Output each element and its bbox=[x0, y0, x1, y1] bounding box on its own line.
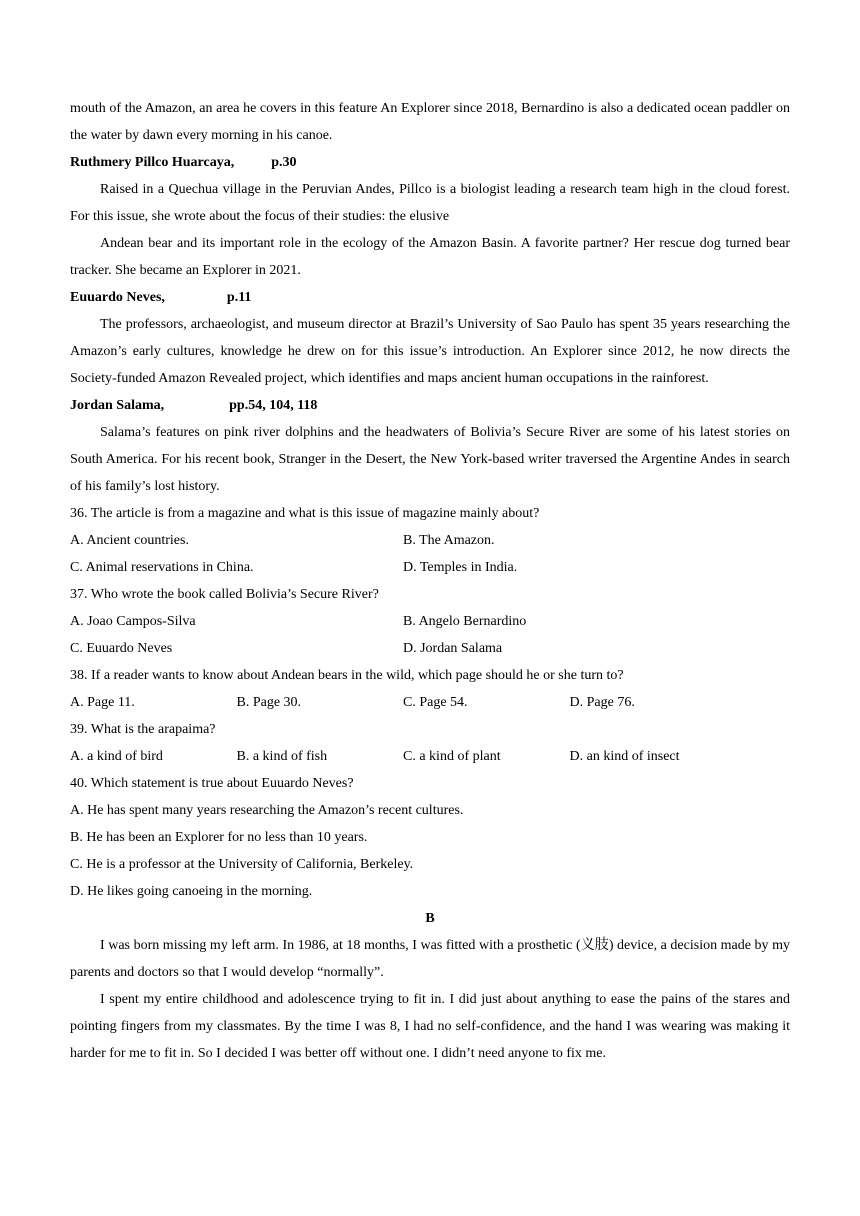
option-b[interactable]: B. Angelo Bernardino bbox=[403, 614, 527, 629]
option-d[interactable]: D. Page 76. bbox=[569, 695, 635, 710]
option-row bbox=[70, 635, 790, 662]
option-row bbox=[70, 689, 790, 716]
passage-paragraph: I spent my entire childhood and adolescence trying to fit in. I did just about anything to ease the pains of the stares and pointing fingers from my classmates. By the time I was 8, I had no self-confidence, and the hand I was wearing was making it harder for me to fit in. So I decided I was better off without one. I didn’t need anyone to fix me. bbox=[70, 992, 790, 1061]
contributor-name: Euuardo Neves, bbox=[70, 290, 165, 305]
contributor-name: Ruthmery Pillco Huarcaya, bbox=[70, 155, 235, 170]
option-d[interactable]: D. Temples in India. bbox=[403, 560, 518, 575]
question-stem: 37. Who wrote the book called Bolivia’s Secure River? bbox=[70, 587, 379, 602]
contributor-paragraph: Raised in a Quechua village in the Peruvian Andes, Pillco is a biologist leading a research team high in the cloud forest. For this issue, she wrote about the focus of their studies: the elusive bbox=[70, 182, 790, 224]
option-d[interactable]: D. Jordan Salama bbox=[403, 641, 503, 656]
option-c[interactable]: C. Euuardo Neves bbox=[70, 641, 173, 656]
option-b[interactable]: B. Page 30. bbox=[236, 695, 302, 710]
option-b[interactable]: B. He has been an Explorer for no less than 10 years. bbox=[70, 830, 368, 845]
contributor-paragraph: Salama’s features on pink river dolphins and the headwaters of Bolivia’s Secure River are some of his latest stories on South America. For his recent book, Stranger in the Desert, the New York-based writer traversed the Argentine Andes in search of his family’s lost history. bbox=[70, 425, 790, 494]
section-heading: B bbox=[425, 911, 435, 926]
contributor-heading bbox=[70, 392, 790, 419]
contributor-pages: p.11 bbox=[226, 290, 252, 305]
option-c[interactable]: C. Animal reservations in China. bbox=[70, 560, 254, 575]
option-row bbox=[70, 743, 790, 770]
option-row bbox=[70, 527, 790, 554]
question-stem: 39. What is the arapaima? bbox=[70, 722, 216, 737]
question-stem: 36. The article is from a magazine and what is this issue of magazine mainly about? bbox=[70, 506, 540, 521]
option-b[interactable]: B. The Amazon. bbox=[403, 533, 495, 548]
contributor-paragraph: The professors, archaeologist, and museum director at Brazil’s University of Sao Paulo has spent 35 years researching the Amazon’s early cultures, knowledge he drew on for this issue’s introduction. An Explorer since 2012, he now directs the Society-funded Amazon Revealed project, which identifies and maps ancient human occupations in the rainforest. bbox=[70, 317, 790, 386]
passage-paragraph: I was born missing my left arm. In 1986, at 18 months, I was fitted with a prosthetic (义肢) device, a decision made by my parents and doctors so that I would develop “normally”. bbox=[70, 938, 790, 980]
contributor-heading bbox=[70, 149, 790, 176]
contributor-pages: p.30 bbox=[271, 155, 297, 170]
option-b[interactable]: B. a kind of fish bbox=[236, 749, 328, 764]
option-row bbox=[70, 608, 790, 635]
option-c[interactable]: C. He is a professor at the University of California, Berkeley. bbox=[70, 857, 414, 872]
intro-continued-paragraph: mouth of the Amazon, an area he covers in this feature An Explorer since 2018, Bernardino is also a dedicated ocean paddler on the water by dawn every morning in his canoe. bbox=[70, 101, 790, 143]
contributor-pages: pp.54, 104, 118 bbox=[229, 398, 318, 413]
option-a[interactable]: A. a kind of bird bbox=[70, 749, 163, 764]
option-a[interactable]: A. Joao Campos-Silva bbox=[70, 614, 196, 629]
contributor-name: Jordan Salama, bbox=[70, 398, 165, 413]
option-a[interactable]: A. He has spent many years researching the Amazon’s recent cultures. bbox=[70, 803, 464, 818]
contributor-paragraph: Andean bear and its important role in the ecology of the Amazon Basin. A favorite partner? Her rescue dog turned bear tracker. She became an Explorer in 2021. bbox=[70, 236, 790, 278]
contributor-heading bbox=[70, 284, 790, 311]
option-c[interactable]: C. Page 54. bbox=[403, 695, 468, 710]
document-page bbox=[70, 95, 790, 1067]
option-d[interactable]: D. an kind of insect bbox=[569, 749, 680, 764]
question-stem: 40. Which statement is true about Euuardo Neves? bbox=[70, 776, 354, 791]
option-row bbox=[70, 554, 790, 581]
option-a[interactable]: A. Page 11. bbox=[70, 695, 135, 710]
option-a[interactable]: A. Ancient countries. bbox=[70, 533, 189, 548]
option-d[interactable]: D. He likes going canoeing in the morning. bbox=[70, 884, 313, 899]
option-c[interactable]: C. a kind of plant bbox=[403, 749, 501, 764]
question-stem: 38. If a reader wants to know about Andean bears in the wild, which page should he or she turn to? bbox=[70, 668, 624, 683]
